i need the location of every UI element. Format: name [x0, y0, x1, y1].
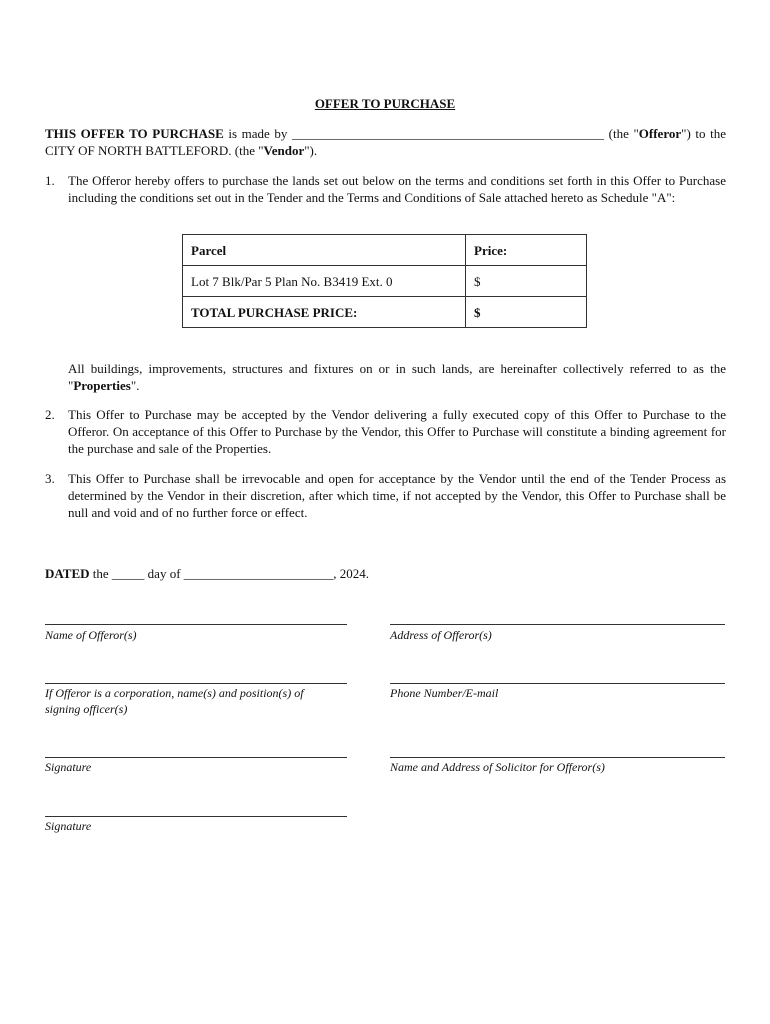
intro-paragraph	[45, 125, 726, 159]
table-header-row	[183, 235, 587, 266]
dated-line	[45, 565, 369, 582]
properties-text-2: ".	[130, 378, 140, 393]
phone-email-label: Phone Number/E-mail	[390, 686, 499, 700]
price-cell: $	[466, 266, 587, 297]
parcel-table	[182, 234, 587, 328]
signing-officers-label: If Offeror is a corporation, name(s) and position(s) of signing officer(s)	[45, 686, 304, 716]
solicitor-label: Name and Address of Solicitor for Offeror(s)	[390, 760, 605, 774]
intro-lead: THIS OFFER TO PURCHASE	[45, 126, 224, 141]
table-total-row	[183, 297, 587, 328]
table-row	[183, 266, 587, 297]
intro-text-3: ").	[304, 143, 318, 158]
properties-paragraph	[68, 360, 726, 394]
signing-officers-line[interactable]	[45, 683, 347, 684]
document-title: OFFER TO PURCHASE	[314, 96, 456, 111]
address-of-offeror-line[interactable]	[390, 624, 725, 625]
clause-2-text: This Offer to Purchase may be accepted by the Vendor delivering a fully executed copy of this Offer to Purchase to the Offeror. On acceptance of this Offer to Purchase by the Vendor, this Offer to Purchase will constitute a binding agreement for the purchase and sale of the Properties.	[68, 407, 726, 456]
signature-label-1: Signature	[45, 760, 92, 774]
phone-email-line[interactable]	[390, 683, 725, 684]
dated-text: the _____ day of _______________________, 2024.	[89, 566, 370, 581]
clause-1-number: 1.	[45, 173, 55, 188]
price-header: Price:	[466, 235, 587, 266]
clause-3-number: 3.	[45, 471, 55, 486]
clause-3-text: This Offer to Purchase shall be irrevocable and open for acceptance by the Vendor until the end of the Tender Process as determined by the Vendor in their discretion, after which time, if not accepted by the Vendor, this Offer to Purchase shall be null and void and of no further force or effect.	[68, 471, 726, 520]
solicitor-line[interactable]	[390, 757, 725, 758]
properties-term: Properties	[73, 378, 131, 393]
parcel-cell: Lot 7 Blk/Par 5 Plan No. B3419 Ext. 0	[183, 266, 466, 297]
address-of-offeror-label: Address of Offeror(s)	[390, 628, 492, 642]
intro-text-1: is made by ________________________________________________ (the "	[223, 126, 639, 141]
clause-1-text: The Offeror hereby offers to purchase the lands set out below on the terms and conditions set forth in this Offer to Purchase including the conditions set out in the Tender and the Terms and Conditions of Sale attached hereto as Schedule "A":	[68, 173, 726, 205]
vendor-term: Vendor	[263, 143, 305, 158]
signature-line-2[interactable]	[45, 816, 347, 817]
offeror-term: Offeror	[638, 126, 682, 141]
clause-2-number: 2.	[45, 407, 55, 422]
properties-text-1: All buildings, improvements, structures and fixtures on or in such lands, are hereinafter collectively referred to as the "	[68, 361, 726, 393]
total-label: TOTAL PURCHASE PRICE:	[183, 297, 466, 328]
name-of-offeror-line[interactable]	[45, 624, 347, 625]
dated-label: DATED	[45, 566, 90, 581]
signature-line-1[interactable]	[45, 757, 347, 758]
parcel-header: Parcel	[183, 235, 466, 266]
total-price: $	[466, 297, 587, 328]
name-of-offeror-label: Name of Offeror(s)	[45, 628, 137, 642]
signature-label-2: Signature	[45, 819, 92, 833]
intro-text-2: ") to the CITY OF NORTH BATTLEFORD. (the "	[45, 126, 726, 158]
